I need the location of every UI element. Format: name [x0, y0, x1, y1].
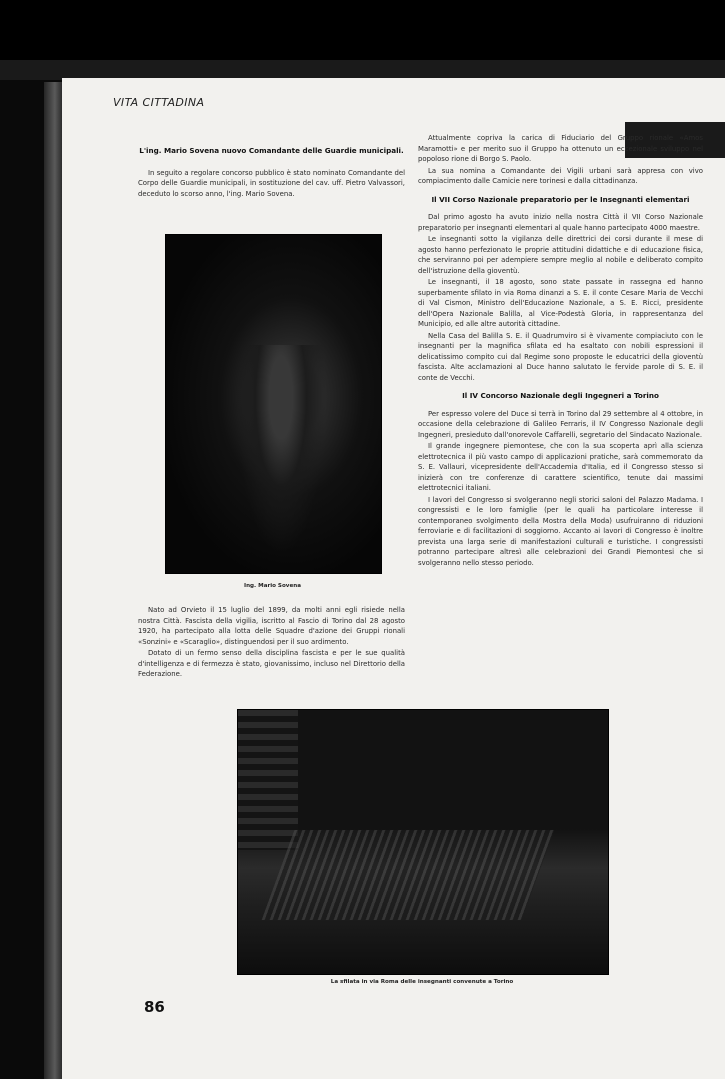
- sovena-paragraph: Nato ad Orvieto il 15 luglio del 1899, da molti anni egli risiede nella nostra Città. Fascista della vigilia, iscritto al Fascio di Torino dal 28 agosto 1920, ha partecipato alla lotta delle Squadre d'azione dei Gruppi rionali «Sonzini» e «Scaraglio», distinguendosi per il suo ardimento.: [138, 606, 405, 646]
- sovena-intro-paragraph: In seguito a regolare concorso pubblico è stato nominato Comandante del Corpo delle Guardie municipali, in sostituzione del cav. uff. Pietro Valvassori, deceduto lo scorso anno, l'ing. Mario Sovena.: [138, 168, 405, 198]
- page-binding-edge: [44, 82, 62, 1079]
- right-column: [418, 133, 703, 569]
- section-label: VITA CITTADINA: [113, 96, 205, 109]
- sovena-paragraph: Dotato di un fermo senso della disciplina fascista e per le sue qualità d'intelligenza e di fermezza è stato, giovanissimo, incluso nel Direttorio della Federazione.: [138, 649, 405, 678]
- parade-photo-caption: La sfilata in via Roma delle insegnanti convenute a Torino: [330, 979, 514, 985]
- scan-border-top: [0, 0, 725, 80]
- congresso-article-title: Il IV Concorso Nazionale degli Ingegneri a Torino: [462, 391, 659, 400]
- portrait-figure: [236, 345, 326, 555]
- page-number: 86: [144, 998, 165, 1016]
- parade-photo-marchers: [262, 830, 555, 920]
- sovena-portrait-photo: [165, 234, 382, 574]
- congresso-paragraph: I lavori del Congresso si svolgeranno negli storici saloni del Palazzo Madama. I congressisti e le loro famiglie (per le quali ha particolare interesse il contemporaneo svolgimento della Mostra della Moda) usufruiranno di riduzioni ferroviarie e di facilitazioni di soggiorno. Accanto ai lavori di Congresso è inoltre prevista una larga serie di manifestazioni culturali e turistiche. I congressisti potranno partecipare altresì alle celebrazioni dei Grandi Piemontesi che si svolgeranno nello stesso periodo.: [418, 495, 703, 567]
- congresso-paragraph: Il grande ingegnere piemontese, che con la sua scoperta aprì alla scienza elettrotecnica il più vasto campo di applicazioni pratiche, sarà commemorato da S. E. Vallauri, vicepresidente dell'Accademia d'Italia, ed il Congresso stesso si inizierà con tre conferenze di carattere scientifico, tenute dai massimi elettrotecnici italiani.: [418, 442, 703, 492]
- parade-photo: [237, 709, 609, 975]
- corso-paragraph: Le insegnanti sotto la vigilanza delle direttrici dei corsi durante il mese di agosto hanno perfezionato le proprie attitudini didattiche e di educazione fisica, che serviranno poi per adempiere sempre meglio al nobile e deliberato compito dell'istruzione della gioventù.: [418, 235, 703, 275]
- corso-paragraph: Le insegnanti, il 18 agosto, sono state passate in rassegna ed hanno superbamente sfilato in via Roma dinanzi a S. E. il conte Cesare Maria de Vecchi di Val Cismon, Ministro dell'Educazione Nazionale, a S. E. Ricci, presidente dell'Opera Nazionale Balilla, al Vice-Podestà Gloria, in rappresentanza del Municipio, ed alle altre autorità cittadine.: [418, 278, 703, 328]
- parade-photo-building: [238, 710, 298, 850]
- sovena-paragraph: Attualmente copriva la carica di Fiduciario del Gruppo rionale «Amos Maramotti» e per merito suo il Gruppo ha ottenuto un eccezionale sviluppo nel popoloso rione di Borgo S. Paolo.: [418, 134, 703, 163]
- corso-paragraph: Dal primo agosto ha avuto inizio nella nostra Città il VII Corso Nazionale preparatorio per insegnanti elementari al quale hanno partecipato 4000 maestre.: [418, 213, 703, 232]
- congresso-paragraph: Per espresso volere del Duce si terrà in Torino dal 29 settembre al 4 ottobre, in occasione della celebrazione di Galileo Ferraris, il IV Congresso Nazionale degli Ingegneri, presieduto dall'onorevole Caffarelli, segretario del Sindacato Nazionale.: [418, 409, 703, 439]
- sovena-article-intro: [138, 146, 405, 200]
- sovena-paragraph: La sua nomina a Comandante dei Vigili urbani sarà appresa con vivo compiacimento dalle Camicie nere torinesi e dalla cittadinanza.: [418, 166, 703, 185]
- sovena-article-title: L'ing. Mario Sovena nuovo Comandante delle Guardie municipali.: [139, 146, 404, 155]
- portrait-caption: Ing. Mario Sovena: [243, 583, 302, 589]
- corso-article-title: Il VII Corso Nazionale preparatorio per le Insegnanti elementari: [431, 194, 690, 204]
- corso-paragraph: Nella Casa del Balilla S. E. il Quadrumviro si è vivamente compiaciuto con le insegnanti per la magnifica sfilata ed ha esaltato con nobili espressioni il delicatissimo compito cui dal Regime sono proposte le educatrici della gioventù fascista. Alte acclamazioni al Duce hanno salutato le fervide parole di S. E. il conte de Vecchi.: [418, 331, 703, 382]
- sovena-article-body: [138, 605, 405, 681]
